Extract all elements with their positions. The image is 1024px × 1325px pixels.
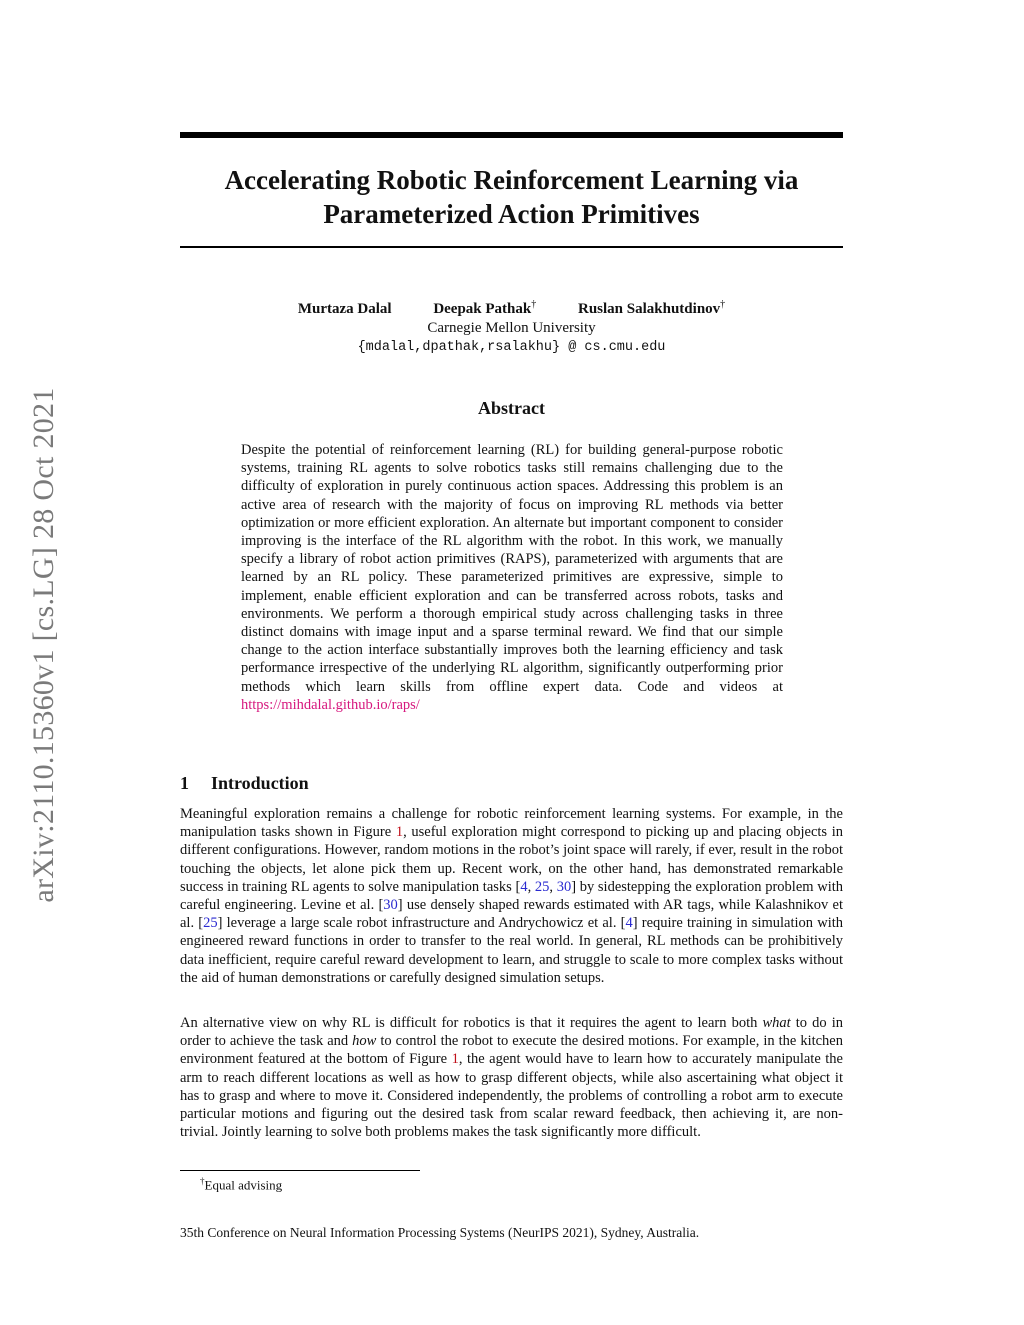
author-names	[180, 295, 843, 319]
figure-ref[interactable]: 1	[451, 1051, 459, 1068]
figure-ref[interactable]: 1	[395, 824, 404, 841]
citation-link[interactable]: 4	[625, 915, 633, 932]
citation-link[interactable]: 4	[520, 878, 528, 895]
section-number: 1	[180, 773, 189, 793]
author-1: Murtaza Dalal	[297, 301, 392, 317]
code-link[interactable]: https://mihdalal.github.io/raps/	[241, 696, 420, 713]
section-heading-introduction	[180, 773, 309, 794]
affiliation: Carnegie Mellon University	[427, 320, 596, 336]
citation-link[interactable]: 30	[556, 878, 572, 895]
title-line-2: Parameterized Action Primitives	[323, 199, 700, 229]
abstract-heading: Abstract	[478, 398, 545, 418]
paper-title	[180, 163, 843, 231]
title-line-1: Accelerating Robotic Reinforcement Learning via	[224, 165, 799, 195]
conference-note: 35th Conference on Neural Information Processing Systems (NeurIPS 2021), Sydney, Australia.	[180, 1225, 700, 1240]
footnote-rule	[180, 1170, 420, 1171]
arxiv-id: arXiv:2110.15360v1 [cs.LG] 28 Oct 2021	[27, 387, 60, 903]
footnote-text: Equal advising	[204, 1177, 283, 1193]
citation-link[interactable]: 25	[203, 915, 218, 932]
author-emails: {mdalal,dpathak,rsalakhu} @ cs.cmu.edu	[357, 340, 666, 355]
abstract-body	[241, 441, 783, 714]
title-bottom-rule	[180, 246, 843, 248]
citation-link[interactable]: 30	[383, 897, 398, 914]
author-3: Ruslan Salakhutdinov†	[578, 299, 726, 317]
section-title: Introduction	[211, 773, 309, 793]
author-block	[180, 295, 843, 357]
abstract-text: Despite the potential of reinforcement learning (RL) for building general-purpose robotic systems, training RL agents to solve robotics tasks still remains challenging due to the difficulty of exploration in purely continuous action spaces. Addressing this problem is an active area of research with the majority of focus on improving RL methods via better optimization or more efficient exploration. An alternate but important component to consider improving is the interface of the RL algorithm with the robot. In this work, we manually specify a library of robot action primitives (RAPS), parameterized with arguments that are learned by an RL policy. These parameterized primitives are expressive, simple to implement, enable efficient exploration and can be transferred across robots, tasks and environments. We perform a thorough empirical study across challenging tasks in three distinct domains with image input and a sparse terminal reward. We find that our simple change to the action interface substantially improves both the learning efficiency and task performance irrespective of the underlying RL algorithm, significantly outperforming prior methods which learn skills from offline expert data. Code and videos at	[241, 442, 783, 695]
intro-paragraph-2: An alternative view on why RL is difficult for robotics is that it requires the agent to learn both what to do in order to achieve the task and how to control the robot to execute the desired motions. For example, in the kitchen environment featured at the bottom of Figure 1, the agent would have to learn how to accurately manipulate the arm to reach different locations as well as how to grasp different objects, while also ascertaining what object it has to grasp and where to move it. Considered independently, the problems of controlling a robot arm to execute particular motions and figuring out the desired task from scalar reward feedback, then achieving it, are non-trivial. Jointly learning to solve both problems makes the task significantly more difficult.	[180, 1015, 844, 1141]
title-top-rule	[180, 132, 843, 138]
footnote	[200, 1176, 282, 1193]
citation-link[interactable]: 25	[534, 878, 550, 895]
footnote-mark: †	[200, 1176, 205, 1186]
intro-paragraph-1: Meaningful exploration remains a challenge for robotic reinforcement learning systems. For example, in the manipulation tasks shown in Figure 1, useful exploration might correspond to picking up and placing objects in different configurations. However, random motions in the robot’s joint space will rarely, if ever, result in the robot touching the objects, let alone pick them up. Recent work, on the other hand, has demonstrated remarkable success in training RL agents to solve manipulation tasks [4, 25, 30] by sidestepping the exploration problem with careful engineering. Levine et al. [30] use densely shaped rewards estimated with AR tags, while Kalashnikov et al. [25] leverage a large scale robot infrastructure and Andrychowicz et al. [4] require training in simulation with engineered reward functions in order to transfer to the real world. In general, RL methods can be prohibitively data inefficient, require careful reward development to learn, and struggle to scale to more complex tasks without the aid of human demonstrations or carefully designed simulation setups.	[180, 806, 844, 986]
author-2: Deepak Pathak†	[433, 299, 537, 317]
